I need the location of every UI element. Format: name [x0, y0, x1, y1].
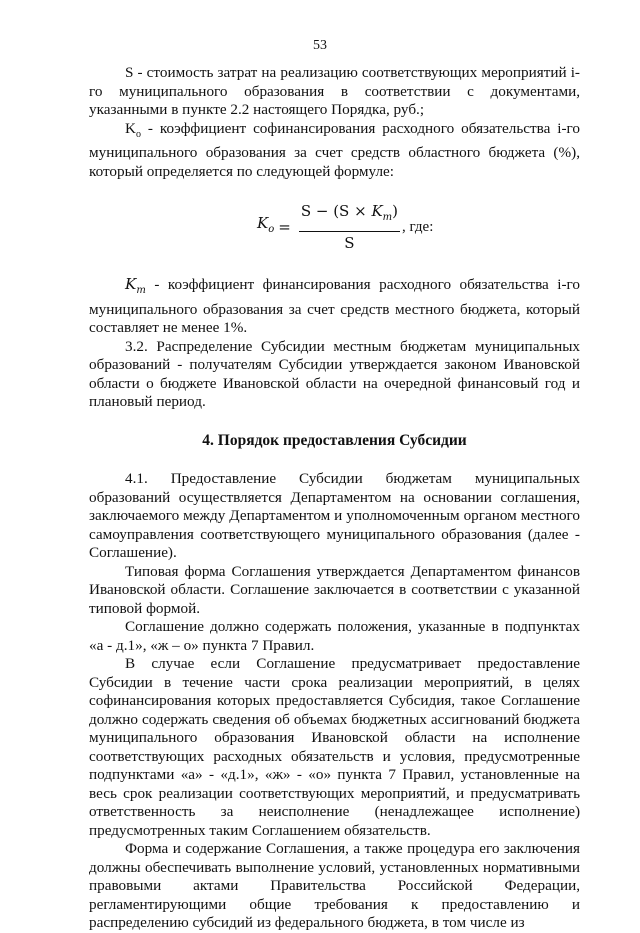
page-content	[89, 64, 580, 933]
formula-km: $K_m$	[371, 202, 393, 224]
formula-denominator: S	[344, 233, 355, 252]
ko-symbol: $K_о$	[125, 119, 141, 140]
formula-numerator: $S - (S \times K_m)$	[299, 202, 400, 232]
paragraph-ko-definition	[89, 120, 580, 182]
paragraph-standard-form: Типовая форма Соглашения утверждается Департаментом финансов Ивановской области. Соглашение заключается в соответствии с указанной типовой формой.	[89, 562, 580, 617]
paragraph-km-definition	[89, 275, 580, 338]
formula-lhs: $K_o$	[257, 214, 275, 236]
section-heading: 4. Порядок предоставления Субсидии	[202, 431, 467, 449]
formula-tail: , где:	[402, 218, 434, 235]
ko-definition-text: - коэффициент софинансирования расходного обязательства i-го муниципального образования за счет средств областного бюджета (%), который определяется по следующей формуле:	[89, 119, 581, 180]
paragraph-agreement-provisions: Соглашение должно содержать положения, указанные в подпунктах «а - д.1», «ж – о» пункта 7 Правил.	[89, 618, 580, 654]
page-number: 53	[313, 38, 327, 53]
km-definition-text: - коэффициент финансирования расходного обязательства i-го муниципального образования за счет средств местного бюджета, который составляет не менее 1%.	[89, 276, 580, 337]
paragraph-form-content: Форма и содержание Соглашения, а также процедура его заключения должны обеспечивать выполнение условий, установленных нормативными правовыми актами Правительства Российской Федерации, регламентирующими общие требования к предоставлению и распределению субсидий из федерального бюджета, в том числе из	[89, 840, 580, 932]
paragraph-4-1: 4.1. Предоставление Субсидии бюджетам муниципальных образований осуществляется Департаментом на основании соглашения, заключаемого между Департаментом и уполномоченным органом местного самоуправления соответствующего муниципального образования (далее - Соглашение).	[89, 470, 580, 562]
ko-formula	[89, 201, 580, 253]
paragraph-partial-term: В случае если Соглашение предусматривает предоставление Субсидии в течение части срока реализации мероприятий, в целях софинансирования которых предоставляется Субсидия, такое Соглашение должно содержать сведения об объемах бюджетных ассигнований бюджета муниципального образования Ивановской области на исполнение соответствующих расходных обязательств и условия, предусмотренные подпунктами «а» - «д.1», «ж» - «о» пункта 7 Правил, установленные на весь срок реализации соответствующих мероприятий, и предусматривать ответственность за неисполнение (ненадлежащее исполнение) предусмотренных таким Соглашением обязательств.	[89, 655, 580, 839]
paragraph-3-2: 3.2. Распределение Субсидии местным бюджетам муниципальных образований - получателям Субсидии утверждается законом Ивановской области о бюджете Ивановской области на очередной финансовый год и плановый период.	[89, 337, 580, 411]
paragraph-s-definition: S - стоимость затрат на реализацию соответствующих мероприятий i-го муниципального образования в соответствии с документами, указанными в пункте 2.2 настоящего Порядка, руб.;	[89, 64, 580, 118]
formula-fraction	[299, 202, 400, 252]
formula-equals: =	[278, 217, 291, 236]
km-symbol: $K_m$	[125, 275, 146, 297]
